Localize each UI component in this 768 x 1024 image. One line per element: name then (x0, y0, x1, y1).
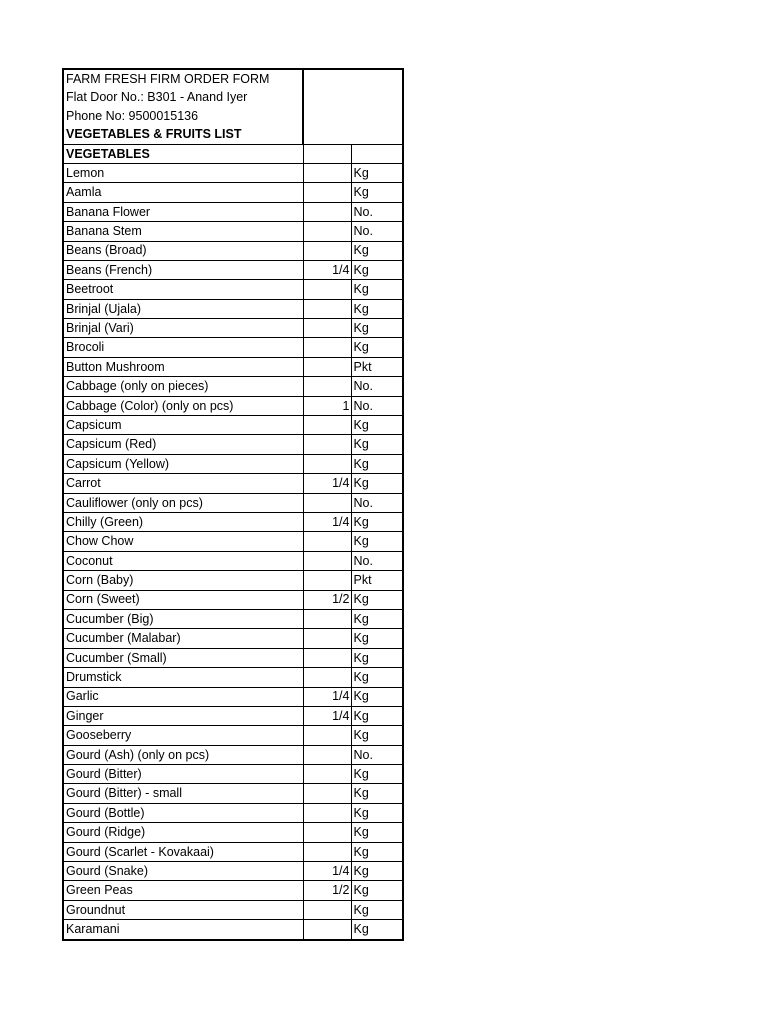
item-row (63, 338, 403, 357)
item-qty[interactable] (303, 202, 351, 221)
item-row (63, 435, 403, 454)
section-qty-cell (303, 144, 351, 163)
item-name: Capsicum (Red) (63, 435, 303, 454)
item-name: Gourd (Ridge) (63, 823, 303, 842)
item-qty[interactable] (303, 357, 351, 376)
item-unit: Kg (351, 900, 403, 919)
item-name: Gourd (Bitter) (63, 765, 303, 784)
item-unit: Kg (351, 668, 403, 687)
item-unit: Kg (351, 299, 403, 318)
item-qty[interactable] (303, 435, 351, 454)
item-name: Corn (Baby) (63, 571, 303, 590)
item-name: Cauliflower (only on pcs) (63, 493, 303, 512)
item-row (63, 532, 403, 551)
item-name: Gourd (Bottle) (63, 803, 303, 822)
item-qty[interactable] (303, 416, 351, 435)
item-unit: Kg (351, 454, 403, 473)
item-qty[interactable] (303, 726, 351, 745)
item-name: Beetroot (63, 280, 303, 299)
item-name: Cabbage (only on pieces) (63, 377, 303, 396)
item-row (63, 551, 403, 570)
item-row (63, 299, 403, 318)
item-row (63, 823, 403, 842)
item-unit: Kg (351, 862, 403, 881)
item-unit: Kg (351, 706, 403, 725)
item-row (63, 163, 403, 182)
item-unit: Kg (351, 319, 403, 338)
item-name: Capsicum (Yellow) (63, 454, 303, 473)
item-unit: Kg (351, 512, 403, 531)
item-qty[interactable] (303, 377, 351, 396)
item-unit: Pkt (351, 357, 403, 376)
item-name: Chow Chow (63, 532, 303, 551)
item-qty[interactable] (303, 842, 351, 861)
item-row (63, 803, 403, 822)
item-unit: Kg (351, 590, 403, 609)
item-row (63, 842, 403, 861)
item-unit: Kg (351, 629, 403, 648)
item-row (63, 319, 403, 338)
item-name: Cucumber (Big) (63, 609, 303, 628)
item-name: Garlic (63, 687, 303, 706)
item-row (63, 280, 403, 299)
item-name: Aamla (63, 183, 303, 202)
item-qty[interactable]: 1/2 (303, 590, 351, 609)
item-row (63, 765, 403, 784)
item-unit: No. (351, 493, 403, 512)
item-name: Gooseberry (63, 726, 303, 745)
item-qty[interactable]: 1 (303, 396, 351, 415)
item-qty[interactable] (303, 319, 351, 338)
item-qty[interactable] (303, 299, 351, 318)
item-qty[interactable] (303, 163, 351, 182)
item-unit: Kg (351, 338, 403, 357)
item-row (63, 222, 403, 241)
item-unit: Kg (351, 842, 403, 861)
item-row (63, 357, 403, 376)
flat-door-info: Flat Door No.: B301 - Anand Iyer (63, 88, 303, 106)
item-unit: Kg (351, 241, 403, 260)
section-row (63, 144, 403, 163)
item-name: Gourd (Snake) (63, 862, 303, 881)
item-unit: Kg (351, 474, 403, 493)
item-qty[interactable]: 1/4 (303, 687, 351, 706)
item-row (63, 862, 403, 881)
item-name: Groundnut (63, 900, 303, 919)
item-qty[interactable] (303, 571, 351, 590)
item-unit: Kg (351, 784, 403, 803)
item-qty[interactable]: 1/4 (303, 706, 351, 725)
item-qty[interactable] (303, 765, 351, 784)
item-row (63, 706, 403, 725)
section-unit-cell (351, 144, 403, 163)
order-form-body (63, 69, 403, 940)
header-blank-cell (303, 69, 403, 144)
item-unit: Kg (351, 416, 403, 435)
item-name: Corn (Sweet) (63, 590, 303, 609)
item-unit: Kg (351, 687, 403, 706)
item-name: Coconut (63, 551, 303, 570)
item-name: Karamani (63, 920, 303, 940)
item-unit: Kg (351, 183, 403, 202)
section-title: VEGETABLES (63, 144, 303, 163)
item-name: Beans (Broad) (63, 241, 303, 260)
item-row (63, 241, 403, 260)
item-name: Drumstick (63, 668, 303, 687)
item-unit: No. (351, 745, 403, 764)
item-qty[interactable] (303, 823, 351, 842)
item-name: Gourd (Bitter) - small (63, 784, 303, 803)
item-row (63, 416, 403, 435)
item-row (63, 648, 403, 667)
item-qty[interactable] (303, 784, 351, 803)
item-row (63, 687, 403, 706)
item-name: Banana Flower (63, 202, 303, 221)
item-qty[interactable] (303, 551, 351, 570)
item-row (63, 454, 403, 473)
item-row (63, 571, 403, 590)
item-qty[interactable] (303, 629, 351, 648)
item-qty[interactable]: 1/2 (303, 881, 351, 900)
item-name: Brinjal (Ujala) (63, 299, 303, 318)
item-unit: No. (351, 396, 403, 415)
item-row (63, 202, 403, 221)
item-unit: Kg (351, 803, 403, 822)
item-qty[interactable]: 1/4 (303, 474, 351, 493)
item-row (63, 920, 403, 940)
item-qty[interactable] (303, 280, 351, 299)
item-name: Button Mushroom (63, 357, 303, 376)
item-unit: No. (351, 551, 403, 570)
item-row (63, 726, 403, 745)
item-qty[interactable] (303, 241, 351, 260)
item-row (63, 474, 403, 493)
item-name: Beans (French) (63, 260, 303, 279)
header-row-title (63, 69, 403, 88)
item-name: Cabbage (Color) (only on pcs) (63, 396, 303, 415)
item-row (63, 745, 403, 764)
item-unit: Kg (351, 648, 403, 667)
item-unit: Kg (351, 920, 403, 940)
item-row (63, 377, 403, 396)
item-unit: Kg (351, 609, 403, 628)
item-name: Banana Stem (63, 222, 303, 241)
item-name: Lemon (63, 163, 303, 182)
item-unit: Kg (351, 260, 403, 279)
item-qty[interactable] (303, 493, 351, 512)
item-name: Cucumber (Small) (63, 648, 303, 667)
item-unit: Kg (351, 881, 403, 900)
item-name: Chilly (Green) (63, 512, 303, 531)
list-title: VEGETABLES & FRUITS LIST (63, 125, 303, 144)
item-name: Capsicum (63, 416, 303, 435)
item-row (63, 668, 403, 687)
item-name: Brinjal (Vari) (63, 319, 303, 338)
item-row (63, 784, 403, 803)
item-name: Green Peas (63, 881, 303, 900)
item-qty[interactable] (303, 803, 351, 822)
item-name: Cucumber (Malabar) (63, 629, 303, 648)
item-qty[interactable] (303, 609, 351, 628)
item-row (63, 493, 403, 512)
item-unit: Kg (351, 163, 403, 182)
phone-info: Phone No: 9500015136 (63, 107, 303, 125)
form-title: FARM FRESH FIRM ORDER FORM (63, 69, 303, 88)
item-qty[interactable]: 1/4 (303, 260, 351, 279)
item-row (63, 396, 403, 415)
item-qty[interactable]: 1/4 (303, 862, 351, 881)
order-form-table (62, 68, 404, 941)
item-qty[interactable] (303, 900, 351, 919)
item-unit: Kg (351, 823, 403, 842)
item-name: Gourd (Scarlet - Kovakaai) (63, 842, 303, 861)
item-unit: No. (351, 202, 403, 221)
item-unit: Kg (351, 532, 403, 551)
item-row (63, 183, 403, 202)
item-unit: Kg (351, 765, 403, 784)
item-name: Brocoli (63, 338, 303, 357)
item-qty[interactable] (303, 648, 351, 667)
item-unit: Kg (351, 726, 403, 745)
item-unit: Kg (351, 280, 403, 299)
item-name: Gourd (Ash) (only on pcs) (63, 745, 303, 764)
item-qty[interactable] (303, 745, 351, 764)
item-row (63, 629, 403, 648)
item-qty[interactable] (303, 668, 351, 687)
item-qty[interactable] (303, 338, 351, 357)
item-row (63, 609, 403, 628)
item-name: Carrot (63, 474, 303, 493)
item-row (63, 900, 403, 919)
item-row (63, 590, 403, 609)
item-row (63, 512, 403, 531)
item-unit: Kg (351, 435, 403, 454)
item-qty[interactable] (303, 222, 351, 241)
item-qty[interactable] (303, 183, 351, 202)
item-name: Ginger (63, 706, 303, 725)
item-unit: No. (351, 222, 403, 241)
item-row (63, 260, 403, 279)
item-row (63, 881, 403, 900)
item-unit: No. (351, 377, 403, 396)
item-qty[interactable] (303, 454, 351, 473)
item-qty[interactable] (303, 920, 351, 940)
item-unit: Pkt (351, 571, 403, 590)
item-qty[interactable]: 1/4 (303, 512, 351, 531)
item-qty[interactable] (303, 532, 351, 551)
